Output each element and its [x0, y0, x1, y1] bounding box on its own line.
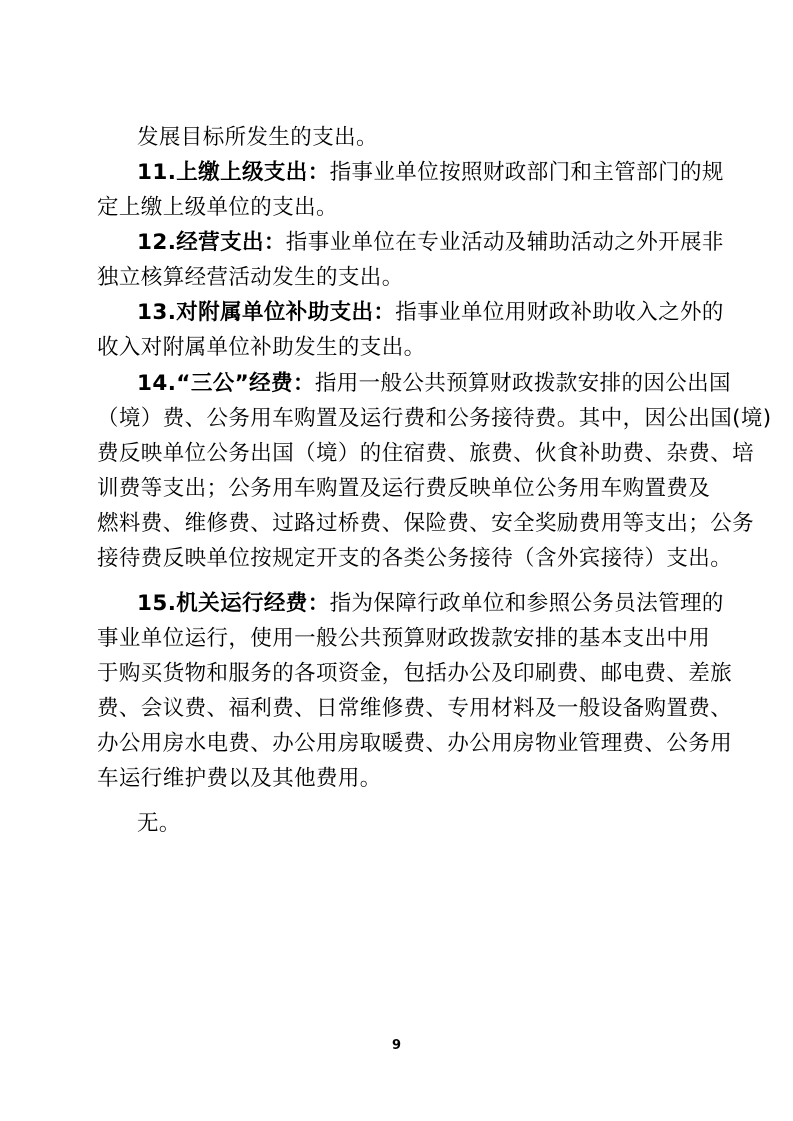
- body-text-line: [97, 542, 733, 576]
- page-number: 9: [391, 1038, 402, 1053]
- line-text: 收入对附属单位补助发生的支出。: [97, 335, 426, 360]
- line-text: 无。: [137, 811, 181, 836]
- line-text: 发展目标所发生的支出。: [137, 125, 378, 150]
- body-text-line: [97, 402, 772, 436]
- section-11-heading-line: [97, 156, 724, 190]
- section-12-heading-line: [97, 226, 724, 260]
- body-text-line: [97, 807, 697, 841]
- body-text-line: [97, 762, 697, 796]
- line-text: 于购买货物和服务的各项资金，包括办公及印刷费、邮电费、差旅: [97, 661, 733, 686]
- line-text: （境）费、公务用车购置及运行费和公务接待费。其中，因公出国(境): [97, 406, 772, 431]
- section-13-heading-line: [97, 296, 724, 330]
- body-text-line: [97, 622, 711, 656]
- line-text: 训费等支出；公务用车购置及运行费反映单位公务用车购置费及: [97, 476, 711, 501]
- line-text: 费反映单位公务出国（境）的住宿费、旅费、伙食补助费、杂费、培: [97, 441, 755, 466]
- body-text-line: [97, 507, 755, 541]
- section-heading: 12.经营支出：: [137, 230, 286, 255]
- section-14-heading-line: [97, 367, 731, 401]
- line-text: 定上缴上级单位的支出。: [97, 195, 338, 220]
- line-text: 独立核算经营活动发生的支出。: [97, 265, 404, 290]
- line-text: 指用一般公共预算财政拨款安排的因公出国: [314, 371, 731, 396]
- line-text: 指事业单位用财政补助收入之外的: [395, 300, 724, 325]
- body-text-line: [97, 692, 733, 726]
- line-text: 指事业单位按照财政部门和主管部门的规: [329, 160, 724, 185]
- body-text-line: [97, 472, 711, 506]
- line-text: 办公用房水电费、办公用房取暖费、办公用房物业管理费、公务用: [97, 731, 733, 756]
- line-text: 事业单位运行，使用一般公共预算财政拨款安排的基本支出中用: [97, 626, 711, 651]
- section-heading: 15.机关运行经费：: [137, 591, 330, 616]
- line-text: 接待费反映单位按规定开支的各类公务接待（含外宾接待）支出。: [97, 546, 733, 571]
- body-text-line: [97, 331, 697, 365]
- body-text-line: [97, 657, 733, 691]
- section-heading: 11.上缴上级支出：: [137, 160, 330, 185]
- section-15-heading-line: [97, 587, 724, 621]
- line-text: 车运行维护费以及其他费用。: [97, 766, 382, 791]
- line-text: 指为保障行政单位和参照公务员法管理的: [329, 591, 724, 616]
- body-text-line: [97, 261, 697, 295]
- line-text: 指事业单位在专业活动及辅助活动之外开展非: [285, 230, 724, 255]
- line-text: 费、会议费、福利费、日常维修费、专用材料及一般设备购置费、: [97, 696, 733, 721]
- section-heading: 14.“三公”经费：: [137, 371, 315, 396]
- body-text-line: [97, 437, 755, 471]
- body-text-line: [97, 191, 697, 225]
- body-text-line: [97, 727, 733, 761]
- body-text-line: [97, 121, 697, 155]
- section-heading: 13.对附属单位补助支出：: [137, 300, 396, 325]
- line-text: 燃料费、维修费、过路过桥费、保险费、安全奖励费用等支出；公务: [97, 511, 755, 536]
